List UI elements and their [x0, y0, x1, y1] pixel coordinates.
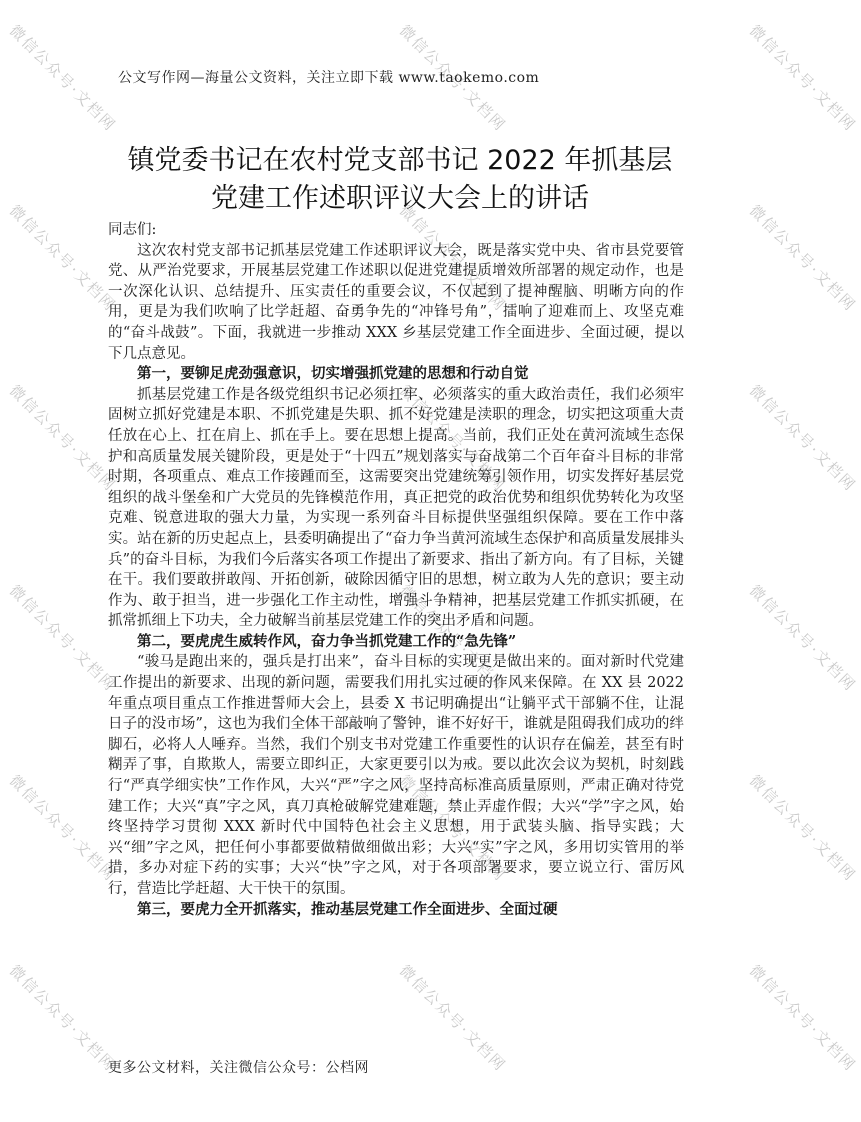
watermark: 微信公众号·文档网	[5, 201, 120, 316]
watermark: 微信公众号·文档网	[395, 381, 510, 496]
watermark: 微信公众号·文档网	[395, 581, 510, 696]
page-footer: 更多公文材料，关注微信公众号：公档网	[108, 1060, 369, 1076]
watermark: 微信公众号·文档网	[745, 961, 860, 1076]
document-title	[60, 142, 740, 218]
section-heading: 第三，要虎力全开抓落实，推动基层党建工作全面进步、全面过硬	[137, 900, 558, 918]
salutation: 同志们:	[108, 222, 157, 238]
watermark: 微信公众号·文档网	[745, 201, 860, 316]
section-heading: 第二，要虎虎生威转作风，奋力争当抓党建工作的“急先锋”	[137, 632, 517, 650]
title-line-1: 镇党委书记在农村党支部书记 2022 年抓基层	[127, 145, 673, 176]
document-body	[108, 220, 684, 920]
watermark: 微信公众号·文档网	[5, 961, 120, 1076]
watermark: 微信公众号·文档网	[745, 581, 860, 696]
watermark: 微信公众号·文档网	[395, 961, 510, 1076]
section-heading: 第一，要铆足虎劲强意识，切实增强抓党建的思想和行动自觉	[137, 365, 529, 383]
watermark: 微信公众号·文档网	[395, 201, 510, 316]
title-line-2: 党建工作述职评议大会上的讲话	[211, 183, 589, 214]
watermark: 微信公众号·文档网	[5, 21, 120, 136]
watermark: 微信公众号·文档网	[5, 581, 120, 696]
watermark: 微信公众号·文档网	[745, 381, 860, 496]
watermark: 微信公众号·文档网	[5, 381, 120, 496]
page-header: 公文写作网—海量公文资料，关注立即下载 www.taokemo.com	[118, 70, 540, 86]
watermark: 微信公众号·文档网	[5, 771, 120, 886]
paragraph: 这次农村党支部书记抓基层党建工作述职评议大会，既是落实党中央、省市县党要管党、从严治党要求，开展基层党建工作述职以促进党建提质增效所部署的规定动作，也是一次深化认识、总结提升、压实责任的重要会议，不仅起到了提神醒脑、明晰方向的作用，更是为我们吹响了比学赶超、奋勇争先的“冲锋号角”，擂响了迎难而上、攻坚克难的“奋斗战鼓”。下面，我就进一步推动 XXX 乡基层党建工作全面进步、全面过硬，提以下几点意见。	[108, 242, 684, 362]
watermark: 微信公众号·文档网	[745, 771, 860, 886]
watermark: 微信公众号·文档网	[745, 21, 860, 136]
paragraph: “骏马是跑出来的，强兵是打出来”，奋斗目标的实现更是做出来的。面对新时代党建工作提出的新要求、出现的新问题，需要我们用扎实过硬的作风来保障。在 XX 县 2022 年重点项目重点工作推进誓师大会上，县委 X 书记明确提出“让躺平式干部躺不住，让混日子的没市场”，这也为我们全体干部敲响了警钟，谁不好好干，谁就是阻碍我们成功的绊脚石，必将人人唾弃。当然，我们个别支书对党建工作重要性的认识存在偏差，甚至有时糊弄了事，自欺欺人，需要立即纠正，大家更要引以为戒。要以此次会议为契机，时刻践行“严真学细实快”工作作风，大兴“严”字之风，坚持高标准高质量原则，严肃正确对待党建工作；大兴“真”字之风，真刀真枪破解党建难题，禁止弄虚作假；大兴“学”字之风，始终坚持学习贯彻 XXX 新时代中国特色社会主义思想，用于武装头脑、指导实践；大兴“细”字之风，把任何小事都要做精做细做出彩；大兴“实”字之风，多用切实管用的举措，多办对症下药的实事；大兴“快”字之风，对于各项部署要求，要立说立行、雷厉风行，营造比学赶超、大干快干的氛围。	[108, 654, 684, 897]
watermark: 微信公众号·文档网	[395, 771, 510, 886]
watermark: 微信公众号·文档网	[395, 21, 510, 136]
paragraph: 抓基层党建工作是各级党组织书记必须扛牢、必须落实的重大政治责任，我们必须牢固树立抓好党建是本职、不抓党建是失职、抓不好党建是渎职的理念，切实把这项重大责任放在心上、扛在肩上、抓在手上。要在思想上提高。当前，我们正处在黄河流域生态保护和高质量发展关键阶段，更是处于“十四五”规划落实与奋战第二个百年奋斗目标的非常时期，各项重点、难点工作接踵而至，这需要突出党建统筹引领作用，切实发挥好基层党组织的战斗堡垒和广大党员的先锋模范作用，真正把党的政治优势和组织优势转化为攻坚克难、锐意进取的强大力量，为实现一系列奋斗目标提供坚强组织保障。要在工作中落实。站在新的历史起点上，县委明确提出了“奋力争当黄河流域生态保护和高质量发展排头兵”的奋斗目标，为我们今后落实各项工作提出了新要求、指出了新方向。有了目标，关键在干。我们要敢拼敢闯、开拓创新，破除因循守旧的思想，树立敢为人先的意识；要主动作为、敢于担当，进一步强化工作主动性，增强斗争精神，把基层党建工作抓实抓硬，在抓常抓细上下功夫，全力破解当前基层党建工作的突出矛盾和问题。	[108, 386, 684, 630]
